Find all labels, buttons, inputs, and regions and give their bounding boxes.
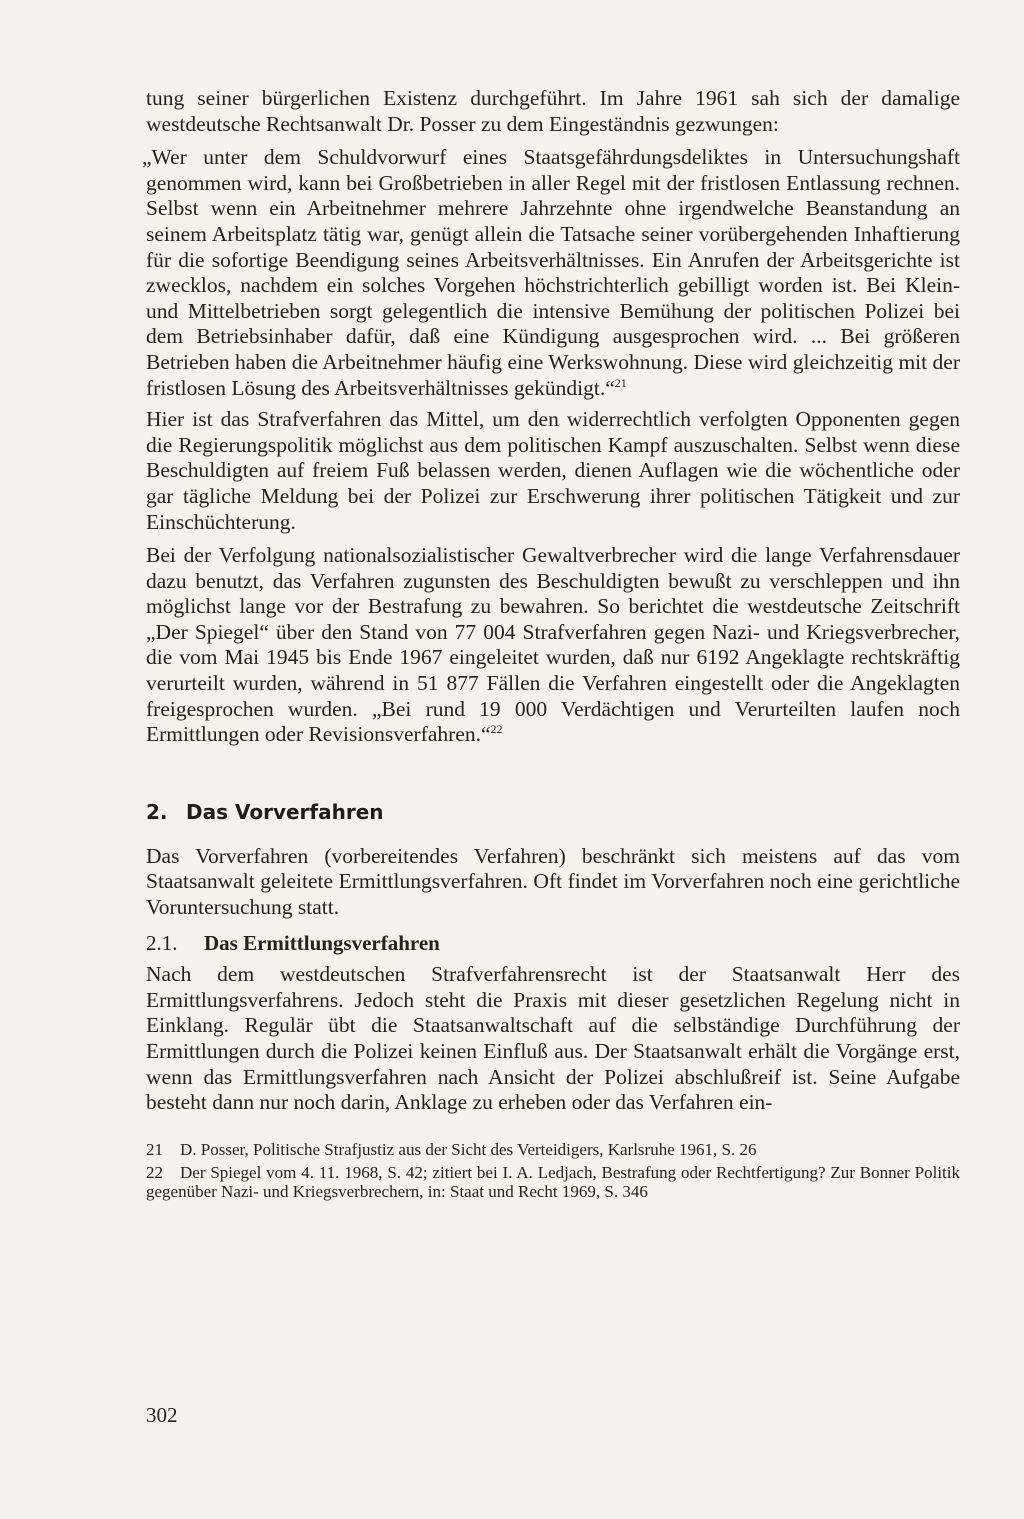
subsection-number: 2.1. [146,930,178,955]
footnote-number: 21 [146,1139,163,1159]
section-paragraph: Das Vorverfahren (vorbereitendes Verfahren) beschränkt sich meistens auf das vom Staatsanwalt geleitete Ermittlungsverfahren. Oft findet im Vorverfahren noch eine gerichtliche Voruntersuchung statt. [146,843,960,920]
footnote-text: Der Spiegel vom 4. 11. 1968, S. 42; zitiert bei I. A. Ledjach, Bestrafung oder Rechtfertigung? Zur Bonner Politik gegenüber Nazi- und Kriegsverbrechern, in: Staat und Recht 1969, S. 346 [146,1162,960,1201]
footnotes [146,1140,960,1201]
quote-text: „Wer unter dem Schuldvorwurf eines Staatsgefährdungsdeliktes in Untersuchungshaft genommen wird, kann bei Großbetrieben in aller Regel mit der fristlosen Entlassung rechnen. Selbst wenn ein Arbeitnehmer mehrere Jahrzehnte ohne irgendwelche Beanstandung an seinem Arbeitsplatz tätig war, genügt allein die Tatsache seiner vorübergehenden Inhaftierung für die sofortige Beendigung seines Arbeitsverhältnisses. Ein Anrufen der Arbeitsgerichte ist zwecklos, nachdem ein solches Vorgehen höchstrichterlich gebilligt worden ist. Bei Klein- und Mittelbetrieben sorgt gelegentlich die intensive Bemühung der politischen Polizei bei dem Betriebsinhaber dafür, daß eine Kündigung ausgesprochen wird. ... Bei größeren Betrieben haben die Arbeitnehmer häufig eine Werkswohnung. Diese wird gleichzeitig mit der fristlosen Lösung des Arbeitsverhältnisses gekündigt.“ [142,145,960,400]
subsection-paragraph: Nach dem westdeutschen Strafverfahrensrecht ist der Staatsanwalt Herr des Ermittlungsverfahrens. Jedoch steht die Praxis mit dieser gesetzlichen Regelung nicht in Einklang. Regulär übt die Staatsanwaltschaft auf die selbständige Durchführung der Ermittlungen durch die Polizei keinen Einfluß aus. Der Staatsanwalt erhält die Vorgänge erst, wenn das Ermittlungsverfahren nach Ansicht der Polizei abschlußreif ist. Seine Aufgabe besteht dann nur noch darin, Anklage zu erheben oder das Verfahren ein- [146,962,960,1115]
block-quote [142,145,960,401]
footnote-22 [146,1163,960,1201]
paragraph-strafverfahren: Hier ist das Strafverfahren das Mittel, um den widerrechtlich verfolgten Opponenten gegen die Regierungspolitik möglichst aus dem politischen Kampf auszuschalten. Selbst wenn diese Beschuldigten auf freiem Fuß belassen werden, dienen Auflagen wie die wöchentliche oder gar tägliche Meldung bei der Polizei zur Erschwerung ihrer politischen Tätigkeit und zur Einschüchterung. [146,407,960,534]
subsection-title: Das Ermittlungsverfahren [204,930,440,955]
paragraph-opening: tung seiner bürgerlichen Existenz durchgeführt. Im Jahre 1961 sah sich der damalige westdeutsche Rechtsanwalt Dr. Posser zu dem Eingeständnis gezwungen: [146,86,960,136]
footnote-number: 22 [146,1162,163,1182]
section-title: Das Vorverfahren [186,799,384,824]
section-heading [146,800,960,824]
page-number: 302 [146,1403,178,1427]
footnote-ref-22: 22 [490,722,503,737]
document-page [142,86,960,1205]
footnote-ref-21: 21 [614,375,627,390]
section-number: 2. [146,799,168,824]
subsection-heading [146,931,960,957]
paragraph-verfolgung-text: Bei der Verfolgung nationalsozialistischer Gewaltverbrecher wird die lange Verfahrensdauer dazu benutzt, das Verfahren zugunsten des Beschuldigten bewußt zu verschleppen und ihn möglichst lange vor der Bestrafung zu bewahren. So berichtet die westdeutsche Zeitschrift „Der Spiegel“ über den Stand von 77 004 Strafverfahren gegen Nazi- und Kriegsverbrecher, die vom Mai 1945 bis Ende 1967 eingeleitet wurden, daß nur 6192 Angeklagte rechtskräftig verurteilt wurden, während in 51 877 Fällen die Verfahren eingestellt oder die Angeklagten freigesprochen wurden. „Bei rund 19 000 Verdächtigen und Verurteilten laufen noch Ermittlungen oder Revisionsverfahren.“ [146,543,960,747]
footnote-21 [146,1140,960,1159]
footnote-text: D. Posser, Politische Strafjustiz aus der Sicht des Verteidigers, Karlsruhe 1961, S. 26 [180,1139,757,1159]
paragraph-verfolgung [146,543,960,748]
